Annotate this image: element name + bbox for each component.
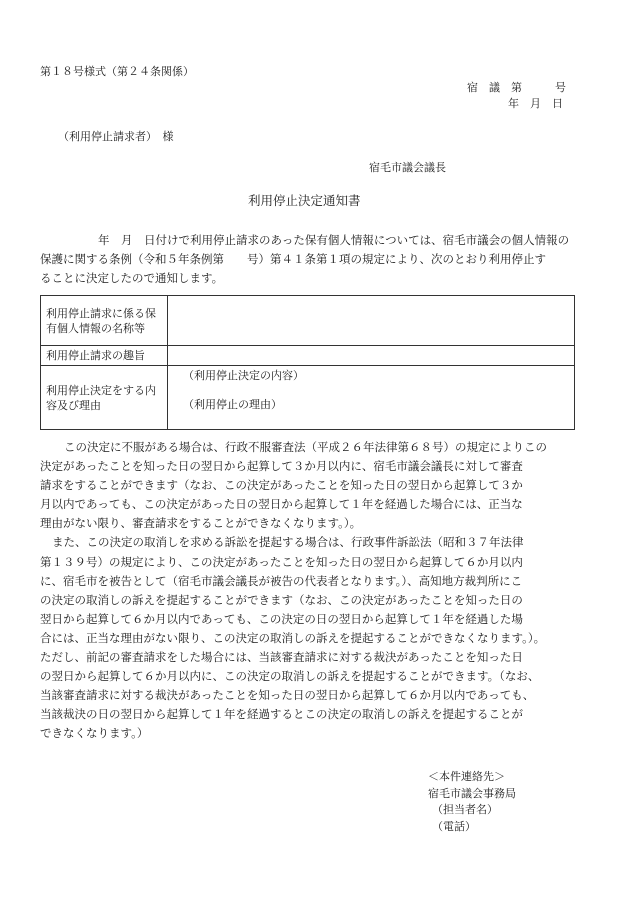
intro-paragraph — [40, 231, 569, 288]
decision-reason-label: （利用停止の理由） — [183, 398, 282, 411]
contact-office: 宿毛市議会事務局 — [428, 786, 516, 800]
row3-value — [168, 366, 575, 430]
body-line: 第１３９号）の規定により、この決定があったことを知った日の翌日から起算して６か月以内 — [40, 554, 523, 569]
contact-person: （担当者名） — [432, 803, 498, 816]
document-number: 宿 議 第 号 — [467, 81, 566, 94]
body-line: の翌日から起算して６か月以内に、この決定の取消しの訴えを提起することができます。（なお、 — [40, 669, 540, 684]
body-line: の決定の取消しの訴えを提起することができます（なお、この決定があったことを知った日の — [40, 592, 523, 607]
contact-heading: ＜本件連絡先＞ — [428, 770, 505, 783]
body-line: また、この決定の取消しを求める訴訟を提起する場合は、行政事件訴訟法（昭和３７年法律 — [52, 535, 524, 550]
body-line: 当該審査請求に対する裁決があったことを知った日の翌日から起算して６か月以内であっても、 — [40, 688, 535, 703]
row1-label: 利用停止請求に係る保有個人情報の名称等 — [41, 296, 168, 346]
body-line: 月以内であっても、この決定があった日の翌日から起算して１年を経過した場合には、正当な — [40, 497, 523, 512]
contact-block — [428, 769, 516, 835]
body-line: 合には、正当な理由がない限り、この決定の取消しの訴えを提起することができなくなります。）。 — [40, 630, 546, 645]
intro-line: ることに決定したので通知します。 — [40, 271, 224, 286]
body-line: 請求をすることができます（なお、この決定があったことを知った日の翌日から起算して３か — [40, 478, 523, 493]
intro-line: 保護に関する条例（令和５年条例第 号）第４１条第１項の規定により、次のとおり利用停止す — [40, 252, 546, 267]
body-line: この決定に不服がある場合は、行政不服審査法（平成２６年法律第６８号）の規定によりこの — [64, 440, 547, 454]
issuer-name: 宿毛市議会議長 — [369, 161, 446, 174]
row2-label: 利用停止請求の趣旨 — [41, 346, 168, 366]
body-line: ただし、前記の審査請求をした場合には、当該審査請求に対する裁決があったことを知った日 — [40, 650, 523, 665]
body-line: 理由がない限り、審査請求をすることができなくなります。）。 — [40, 516, 362, 531]
info-table — [40, 295, 575, 430]
row1-value — [168, 296, 575, 346]
row3-label: 利用停止決定をする内容及び理由 — [41, 366, 168, 430]
body-line: 当該裁決の日の翌日から起算して１年を経過するとこの決定の取消しの訴えを提起することが — [40, 707, 523, 722]
appeal-paragraph — [40, 438, 547, 744]
form-number: 第１８号様式（第２４条関係） — [40, 65, 194, 78]
body-line: に、宿毛市を被告として（宿毛市議会議長が被告の代表者となります。）、高知地方裁判所にこ — [40, 573, 523, 588]
body-line: 翌日から起算して６か月以内であっても、この決定の日の翌日から起算して１年を経過した場 — [40, 611, 523, 626]
intro-line: 年 月 日付けで利用停止請求のあった保有個人情報については、宿毛市議会の個人情報の — [98, 233, 570, 247]
decision-content-label: （利用停止決定の内容） — [183, 369, 304, 382]
date-line: 年 月 日 — [508, 97, 563, 110]
addressee: （利用停止請求者） 様 — [58, 130, 174, 143]
row2-value — [168, 346, 575, 366]
body-line: 決定があったことを知った日の翌日から起算して３か月以内に、宿毛市議会議長に対して審査 — [40, 459, 523, 474]
contact-phone: （電話） — [432, 819, 476, 833]
body-line: できなくなります。） — [40, 726, 149, 741]
document-title: 利用停止決定通知書 — [248, 193, 361, 208]
